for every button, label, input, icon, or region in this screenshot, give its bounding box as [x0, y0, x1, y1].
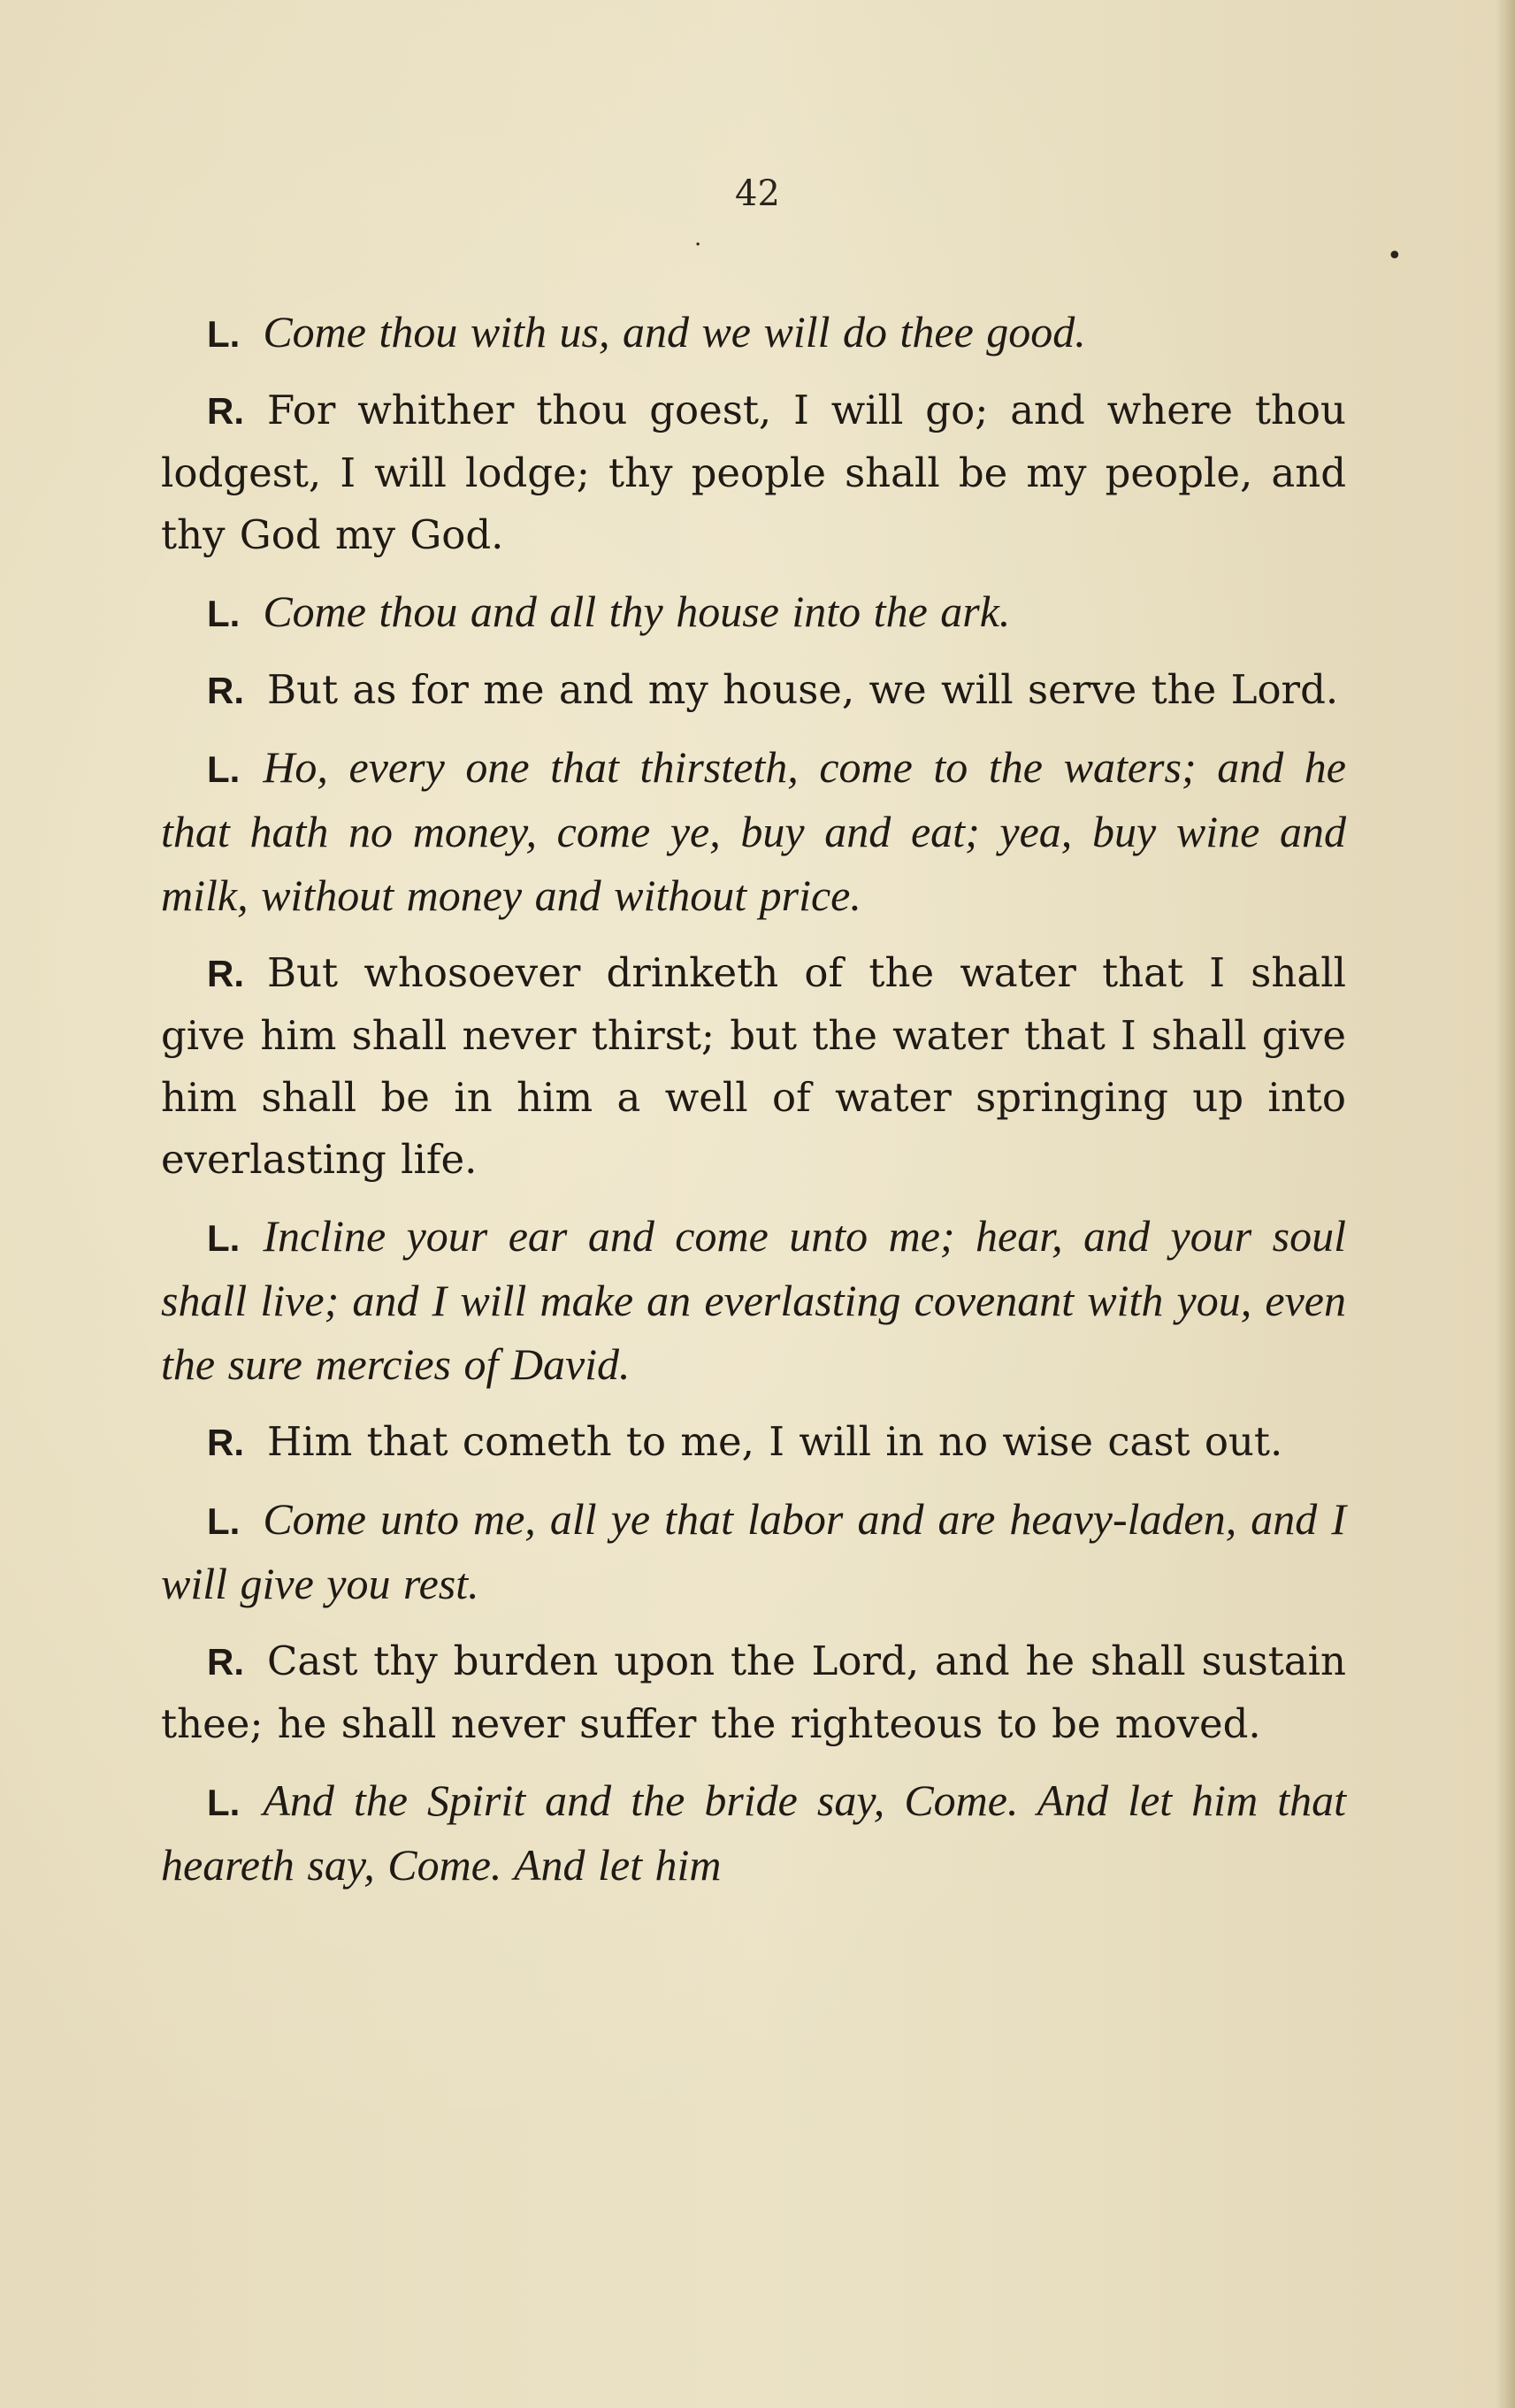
dialogue-line-response: [161, 942, 1346, 1191]
page-edge: [1496, 0, 1515, 2408]
dialogue-line-leader: [161, 1488, 1346, 1616]
dialogue-line-response: [161, 659, 1346, 722]
speaker-label: R.: [207, 390, 244, 432]
speaker-label: R.: [207, 670, 244, 711]
leader-text: Incline your ear and come unto me; hear, and your soul shall live; and I will make an everlasting covenant with you, even the sure mercies of David.: [161, 1211, 1346, 1389]
speaker-label: L.: [207, 1500, 241, 1542]
dialogue-line-leader: [161, 1769, 1346, 1898]
dialogue-line-response: [161, 380, 1346, 566]
right-dot-mark: •: [1387, 241, 1403, 272]
leader-text: Come unto me, all ye that labor and are heavy-laden, and I will give you rest.: [161, 1494, 1346, 1608]
dialogue-line-response: [161, 1630, 1346, 1755]
response-text: Cast thy burden upon the Lord, and he shall sustain thee; he shall never suffer the righteous to be moved.: [161, 1637, 1346, 1747]
leader-text: Come thou with us, and we will do thee good.: [263, 307, 1086, 357]
leader-text: Come thou and all thy house into the ark.: [263, 587, 1011, 636]
center-dot-mark: ·: [694, 232, 702, 258]
speaker-label: L.: [207, 1782, 241, 1823]
dialogue-line-leader: [161, 1205, 1346, 1397]
speaker-label: R.: [207, 1422, 244, 1463]
dialogue-line-leader: [161, 580, 1346, 645]
speaker-label: R.: [207, 953, 244, 994]
dialogue-line-leader: [161, 736, 1346, 928]
response-text: For whither thou goest, I will go; and where thou lodgest, I will lodge; thy people shall be my people, and thy God my God.: [161, 387, 1346, 558]
speaker-label: L.: [207, 593, 241, 634]
response-text: But as for me and my house, we will serve the Lord.: [267, 666, 1339, 713]
response-text: But whosoever drinketh of the water that I shall give him shall never thirst; but the water that I shall give him shall be in him a well of water springing up into everlasting life.: [161, 949, 1346, 1183]
page-number: 42: [735, 173, 780, 214]
speaker-label: R.: [207, 1641, 244, 1683]
speaker-label: L.: [207, 313, 241, 355]
responsive-reading: [161, 301, 1346, 1912]
speaker-label: L.: [207, 748, 241, 790]
dialogue-line-leader: [161, 301, 1346, 365]
dialogue-line-response: [161, 1411, 1346, 1474]
response-text: Him that cometh to me, I will in no wise cast out.: [267, 1418, 1283, 1465]
leader-text: Ho, every one that thirsteth, come to the waters; and he that hath no money, come ye, buy and eat; yea, buy wine and milk, without money and without price.: [161, 742, 1346, 920]
leader-text: And the Spirit and the bride say, Come. And let him that heareth say, Come. And let him: [161, 1775, 1346, 1890]
speaker-label: L.: [207, 1217, 241, 1259]
